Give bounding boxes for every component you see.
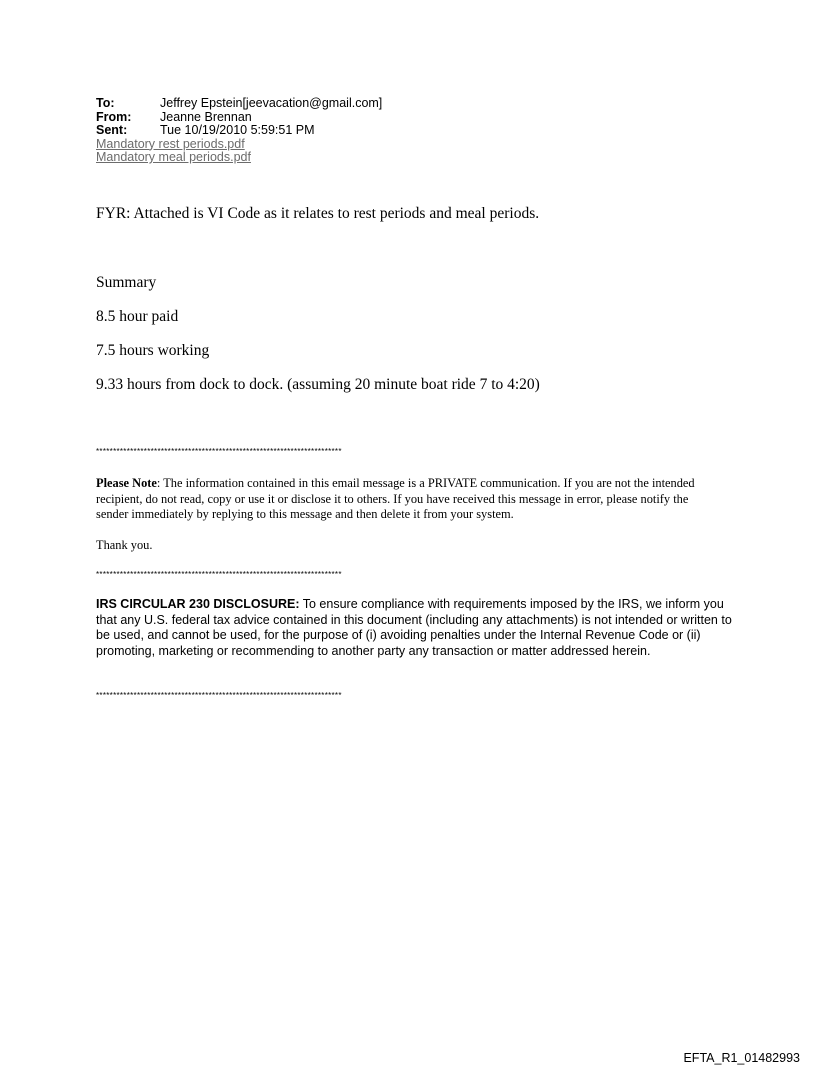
irs-label: IRS CIRCULAR 230 DISCLOSURE: xyxy=(96,597,300,611)
attachment-link-meal-periods[interactable]: Mandatory meal periods.pdf xyxy=(96,150,251,164)
notice-label: Please Note xyxy=(96,476,157,490)
summary-heading: Summary xyxy=(96,274,157,291)
separator-2: ************************************************************************ xyxy=(96,570,342,579)
notice-text: : The information contained in this email message is a PRIVATE communication. If you are not the intended recipient, do not read, copy or use it or disclose it to others. If you have received this message in error, please notify the sender immediately by replying to this message and then delete it from your system. xyxy=(96,476,695,521)
from-label: From: xyxy=(96,109,132,124)
separator-3: ************************************************************************ xyxy=(96,691,342,700)
irs-disclosure xyxy=(96,597,736,659)
from-value: Jeanne Brennan xyxy=(160,109,252,124)
to-value: Jeffrey Epstein[jeevacation@gmail.com] xyxy=(160,96,383,110)
intro-text: FYR: Attached is VI Code as it relates to rest periods and meal periods. xyxy=(96,205,540,222)
irs-text: To ensure compliance with requirements imposed by the IRS, we inform you that any U.S. federal tax advice contained in this document (including any attachments) is not intended or written to be used, and cannot be used, for the purpose of (i) avoiding penalties under the Internal Revenue Code or (ii) promoting, marketing or recommending to another party any transaction or matter addressed herein. xyxy=(96,597,732,658)
summary-line-working: 7.5 hours working xyxy=(96,342,210,359)
summary-line-dock: 9.33 hours from dock to dock. (assuming 20 minute boat ride 7 to 4:20) xyxy=(96,376,540,393)
privacy-notice xyxy=(96,476,721,523)
from-row xyxy=(96,111,382,125)
document-id: EFTA_R1_01482993 xyxy=(683,1051,800,1065)
sent-row xyxy=(96,124,382,138)
separator-1: ************************************************************************ xyxy=(96,447,342,456)
to-label: To: xyxy=(96,96,115,110)
sent-value: Tue 10/19/2010 5:59:51 PM xyxy=(160,123,315,137)
email-header xyxy=(96,97,382,165)
summary-line-paid: 8.5 hour paid xyxy=(96,308,179,325)
thanks-text: Thank you. xyxy=(96,538,153,552)
to-row xyxy=(96,97,382,111)
attachment-link-rest-periods[interactable]: Mandatory rest periods.pdf xyxy=(96,136,245,151)
sent-label: Sent: xyxy=(96,123,128,137)
